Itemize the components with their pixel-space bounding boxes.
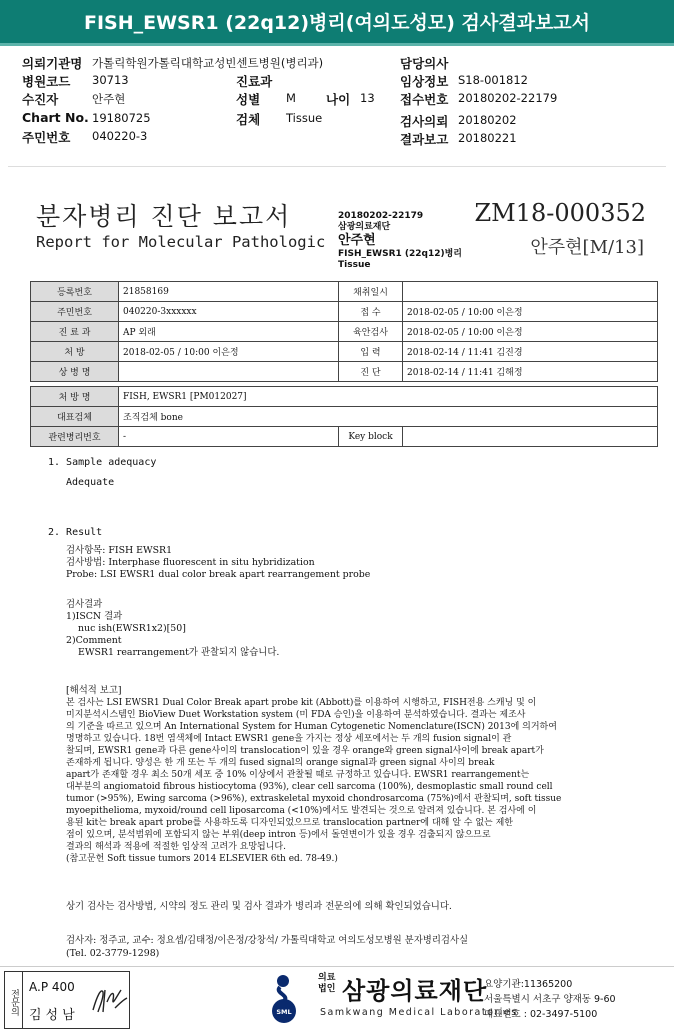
interp-line: 용된 kit는 break apart probe를 사용하도록 디자인되었으므로 translocation partner에 대해 알 수 없는 제한 bbox=[66, 818, 513, 828]
list-item: 2)Comment bbox=[66, 635, 122, 646]
institution-value: 가톨릭학원가톨릭대학교성빈센트병원(병리과) bbox=[92, 56, 324, 70]
age-label: 나이 bbox=[326, 92, 351, 107]
doctor-label: 담당의사 bbox=[400, 56, 449, 71]
form-value bbox=[403, 427, 658, 447]
form-value: 2018-02-05 / 10:00 이은정 bbox=[119, 342, 339, 362]
form-label: 진 단 bbox=[339, 362, 403, 382]
form-label: 채취일시 bbox=[339, 282, 403, 302]
org-name-en: Samkwang Medical Laboratories bbox=[320, 1007, 518, 1018]
form-label: 처 방 명 bbox=[31, 387, 119, 407]
org-code: 요양기관:11365200 bbox=[484, 979, 573, 990]
accession-value: 20180202-22179 bbox=[458, 91, 558, 105]
form-label: 주민번호 bbox=[31, 302, 119, 322]
label-org: 삼광의료재단 bbox=[338, 222, 391, 232]
scanned-report bbox=[8, 166, 666, 966]
institution-label: 의뢰기관명 bbox=[22, 56, 83, 71]
form-value: AP 외래 bbox=[119, 322, 339, 342]
list-item: 검사방법: Interphase fluorescent in situ hybridization bbox=[66, 557, 315, 568]
form-value: 조직검체 bone bbox=[119, 407, 658, 427]
report-patient: 안주현[M/13] bbox=[530, 237, 644, 258]
tel-line: (Tel. 02-3779-1298) bbox=[66, 948, 160, 959]
verification-note: 상기 검사는 검사방법, 시약의 정도 관리 및 검사 결과가 병리과 전문의에 의해 확인되었습니다. bbox=[66, 901, 452, 912]
specialist-stamp bbox=[4, 971, 130, 1029]
form-label: 관련병리번호 bbox=[31, 427, 119, 447]
table-row bbox=[31, 282, 658, 302]
table-row bbox=[31, 322, 658, 342]
list-item: Probe: LSI EWSR1 dual color break apart rearrangement probe bbox=[66, 569, 371, 580]
stamp-name: 김성남 bbox=[29, 1008, 79, 1023]
org-name: 삼광의료재단 bbox=[342, 977, 488, 1005]
form-value: 2018-02-05 / 10:00 이은정 bbox=[403, 322, 658, 342]
form-label: Key block bbox=[339, 427, 403, 447]
rrn-label: 주민번호 bbox=[22, 130, 71, 145]
age-value: 13 bbox=[360, 91, 375, 105]
interp-line: 찰되며, EWSR1 gene과 다른 gene사이의 translocation이 있을 경우 orange와 green signal사이에 break apart가 bbox=[66, 746, 544, 756]
form-value: 2018-02-14 / 11:41 김해정 bbox=[403, 362, 658, 382]
org-prefix-1: 의료 bbox=[318, 973, 336, 983]
org-phone: 대표번호 : 02-3497-5100 bbox=[484, 1009, 598, 1020]
table-row bbox=[31, 407, 658, 427]
list-item: 1)ISCN 결과 bbox=[66, 611, 123, 622]
result-block bbox=[66, 599, 279, 659]
footer bbox=[0, 966, 674, 1036]
form-value: 2018-02-14 / 11:41 김진경 bbox=[403, 342, 658, 362]
table-row bbox=[31, 362, 658, 382]
result-title: 검사결과 bbox=[66, 599, 103, 610]
interp-line: myoepithelioma, myxoid/round cell liposarcoma (<10%)에서도 발견되는 것으로 알려져 있습니다. 본 검사에 이 bbox=[66, 806, 537, 816]
receiver-value: 안주현 bbox=[92, 92, 126, 106]
form-value bbox=[403, 282, 658, 302]
interp-line: 대부분의 angiomatoid fibrous histiocytoma (93%), clear cell sarcoma (100%), desmoplastic small round cell bbox=[66, 782, 553, 792]
section-1-value: Adequate bbox=[66, 477, 115, 488]
section-1-heading: 1. Sample adequacy bbox=[48, 457, 157, 468]
interp-line: 결과의 해석과 적용에 적절한 임상적 고려가 요망됩니다. bbox=[66, 842, 286, 852]
label-name: 안주현 bbox=[338, 233, 376, 248]
result-date-label: 결과보고 bbox=[400, 132, 449, 147]
interp-line: 명명하고 있습니다. 18번 염색체에 Intact EWSR1 gene을 가지는 정상 세포에서는 두 개의 fusion signal이 관 bbox=[66, 734, 512, 744]
form-label: 입 력 bbox=[339, 342, 403, 362]
report-form-table bbox=[30, 281, 658, 447]
label-test: FISH_EWSR1 (22q12)병리 bbox=[338, 249, 462, 259]
request-label: 검사의뢰 bbox=[400, 114, 449, 129]
receiver-label: 수진자 bbox=[22, 92, 59, 107]
specimen-value: Tissue bbox=[286, 111, 323, 125]
report-heading-en: Report for Molecular Pathologic bbox=[36, 233, 326, 251]
interp-lines bbox=[66, 697, 646, 865]
specimen-label: 검체 bbox=[236, 112, 261, 127]
form-label: 육안검사 bbox=[339, 322, 403, 342]
form-label: 진 료 과 bbox=[31, 322, 119, 342]
list-item: EWSR1 rearrangement가 관찰되지 않습니다. bbox=[78, 647, 280, 658]
clinical-label: 임상정보 bbox=[400, 74, 449, 89]
hospital-code-value: 30713 bbox=[92, 73, 129, 87]
section-2-lines bbox=[66, 545, 370, 581]
form-label: 등록번호 bbox=[31, 282, 119, 302]
patient-info-panel bbox=[0, 50, 674, 150]
interp-line: tumor (>95%), Ewing sarcoma (>96%), extraskeletal myxoid chondrosarcoma (75%)에서 관찰되며, soft tissue bbox=[66, 794, 562, 804]
label-specimen: Tissue bbox=[338, 260, 371, 270]
chart-label: Chart No. bbox=[22, 110, 89, 125]
result-date-value: 20180221 bbox=[458, 131, 517, 145]
report-label-block bbox=[338, 211, 462, 271]
form-label: 상 병 명 bbox=[31, 362, 119, 382]
label-accession: 20180202-22179 bbox=[338, 211, 424, 221]
signature-icon bbox=[89, 982, 129, 1018]
clinical-value: S18-001812 bbox=[458, 73, 528, 87]
interp-line: 미지분석시스템인 BioView Duet Workstation system (미 FDA 승인)을 이용하여 분석하였습니다. 결과는 제조사 bbox=[66, 710, 526, 720]
logo-text: SML bbox=[276, 1008, 292, 1016]
interp-line: 존재하게 됩니다. 양성은 한 개 또는 두 개의 fused signal의 orange signal과 green signal 사이의 break bbox=[66, 758, 495, 768]
rrn-value: 040220-3 bbox=[92, 129, 148, 143]
table-row bbox=[31, 302, 658, 322]
section-2-heading: 2. Result bbox=[48, 527, 103, 538]
list-item: 검사항목: FISH EWSR1 bbox=[66, 545, 173, 556]
examiner-line: 검사자: 정주교, 교수: 정요셉/김태정/이은정/강창석/ 가톨릭대학교 여의도성모병원 분자병리검사실 bbox=[66, 935, 469, 946]
interp-line: 의 기준을 따르고 있으며 An International System for Human Cytogenetic Nomenclature(ISCN) 2013에 의거하여 bbox=[66, 722, 557, 732]
form-value: 21858169 bbox=[119, 282, 339, 302]
form-value bbox=[119, 362, 339, 382]
form-value: 040220-3xxxxxx bbox=[119, 302, 339, 322]
table-row bbox=[31, 427, 658, 447]
form-label: 처 방 bbox=[31, 342, 119, 362]
form-value: 2018-02-05 / 10:00 이은정 bbox=[403, 302, 658, 322]
report-code: ZM18-000352 bbox=[474, 199, 646, 227]
form-value: FISH, EWSR1 [PM012027] bbox=[119, 387, 658, 407]
sex-label: 성별 bbox=[236, 92, 261, 107]
chart-value: 19180725 bbox=[92, 111, 151, 125]
org-info bbox=[484, 977, 616, 1022]
org-prefix-2: 법인 bbox=[318, 984, 336, 994]
report-heading-ko: 분자병리 진단 보고서 bbox=[36, 202, 292, 231]
form-value: - bbox=[119, 427, 339, 447]
sex-value: M bbox=[286, 91, 296, 105]
form-label: 접 수 bbox=[339, 302, 403, 322]
interp-line: 본 검사는 LSI EWSR1 Dual Color Break apart probe kit (Abbott)를 이용하여 시행하고, FISH전용 스캐닝 및 이 bbox=[66, 698, 537, 708]
request-value: 20180202 bbox=[458, 113, 517, 127]
dept-label: 진료과 bbox=[236, 74, 273, 89]
interp-line: apart가 존재할 경우 최소 50개 세포 중 10% 이상에서 관찰될 때로 규정하고 있습니다. EWSR1 rearrangement는 bbox=[66, 770, 530, 780]
interpretation-block bbox=[66, 685, 646, 865]
report-title-bar bbox=[0, 0, 674, 46]
report-title: FISH_EWSR1 (22q12)병리(여의도성모) 검사결과보고서 bbox=[83, 12, 590, 34]
stamp-code: A.P 400 bbox=[29, 980, 75, 994]
interp-line: 점이 있으며, 분석범위에 포함되지 않는 부위(deep intron 등)에서 돌연변이가 있을 경우 검출되지 않으므로 bbox=[66, 830, 491, 840]
accession-label: 접수번호 bbox=[400, 92, 449, 107]
org-address: 서울특별시 서초구 양재동 9-60 bbox=[484, 994, 616, 1005]
list-item: nuc ish(EWSR1x2)[50] bbox=[78, 623, 186, 634]
stamp-label: 전문의 bbox=[5, 972, 23, 1028]
interp-title: [해석적 보고] bbox=[66, 685, 122, 696]
org-prefix bbox=[318, 973, 335, 995]
interp-line: (참고문헌 Soft tissue tumors 2014 ELSEVIER 6th ed. 78-49.) bbox=[66, 854, 338, 864]
table-row bbox=[31, 387, 658, 407]
table-row bbox=[31, 342, 658, 362]
hospital-code-label: 병원코드 bbox=[22, 74, 71, 89]
sml-logo-icon bbox=[270, 973, 306, 1023]
form-label: 대표검체 bbox=[31, 407, 119, 427]
